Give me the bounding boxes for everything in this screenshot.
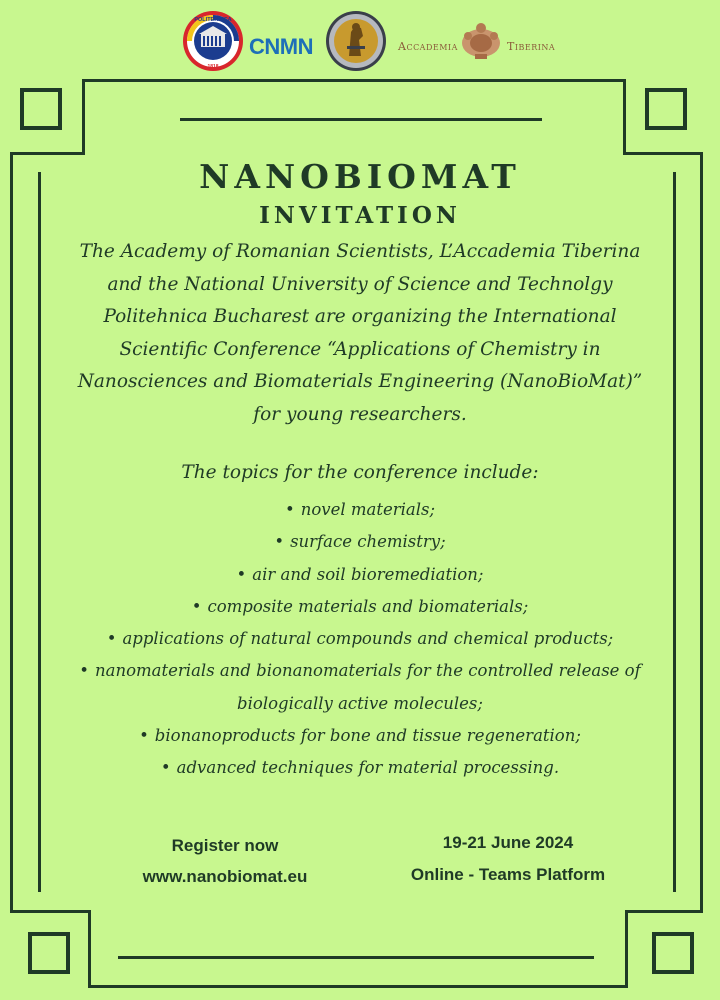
list-item (60, 720, 660, 752)
frame-left-foot (10, 910, 90, 913)
list-item (60, 655, 660, 720)
bullet-icon: • (106, 629, 117, 649)
frame-inner-top-rule (180, 118, 542, 121)
event-platform: Online - Teams Platform (410, 865, 606, 884)
topic-text: advanced techniques for material processing. (176, 758, 560, 778)
frame-top-line (82, 79, 626, 82)
accademia-tiberina-crest (460, 22, 502, 60)
cnmn-logo-text: CNMN (249, 34, 313, 59)
list-item (60, 526, 660, 558)
topic-text: nanomaterials and bionanomaterials for the controlled release of biologically active molecules; (95, 661, 641, 713)
politehnica-logo (182, 10, 244, 72)
website-link[interactable]: www.nanobiomat.eu (142, 867, 308, 886)
topics-heading: The topics for the conference include: (181, 462, 539, 483)
frame-left-shoulder (10, 152, 85, 155)
page-subtitle: INVITATION (259, 202, 461, 229)
invitation-paragraph: The Academy of Romanian Scientists, L’Accademia Tiberina and the National University of Science and Technolgy Politehnica Bucharest are organizing the International Scientific Conference “Applications of Chemistry in Nanosciences and Biomaterials Engineering (NanoBioMat)” for young researchers. (77, 241, 643, 425)
svg-text:1818: 1818 (207, 64, 219, 70)
event-dates: 19-21 June 2024 (442, 833, 574, 852)
frame-corner-square-top-left (20, 88, 62, 130)
frame-corner-square-bottom-right (652, 932, 694, 974)
frame-inner-right-rule (673, 172, 676, 892)
frame-top-left-riser (82, 79, 85, 154)
topic-text: composite materials and biomaterials; (207, 596, 529, 616)
topics-list (60, 494, 660, 785)
topic-text: air and soil bioremediation; (252, 564, 484, 584)
frame-top-right-riser (623, 79, 626, 154)
frame-bottom-right-drop (625, 910, 628, 988)
frame-right-foot (625, 910, 703, 913)
frame-left-side (10, 152, 13, 912)
frame-bottom-left-drop (88, 910, 91, 988)
bullet-icon: • (79, 661, 90, 681)
accademia-word-left: Accademia (398, 40, 458, 53)
frame-right-side (700, 152, 703, 912)
topic-text: bionanoproducts for bone and tissue regeneration; (154, 726, 581, 746)
list-item (60, 591, 660, 623)
bullet-icon: • (236, 564, 247, 584)
accademia-word-right: Tiberina (507, 40, 556, 53)
frame-corner-square-bottom-left (28, 932, 70, 974)
page-title: NANOBIOMAT (199, 157, 521, 196)
topic-text: applications of natural compounds and chemical products; (122, 629, 614, 649)
frame-bottom-line (88, 985, 628, 988)
academy-seal-logo (325, 10, 387, 72)
bullet-icon: • (139, 726, 149, 746)
list-item (60, 623, 660, 655)
frame-corner-square-top-right (645, 88, 687, 130)
topic-text: surface chemistry; (290, 532, 446, 552)
svg-text:POLITEHNICA: POLITEHNICA (194, 17, 232, 23)
event-details-block (388, 827, 628, 891)
frame-right-shoulder (623, 152, 703, 155)
topic-text: novel materials; (300, 500, 436, 519)
frame-inner-bottom-rule (118, 956, 594, 959)
list-item (60, 752, 660, 784)
bullet-icon: • (274, 532, 285, 552)
list-item (60, 559, 660, 591)
bullet-icon: • (284, 500, 295, 519)
logo-strip (0, 8, 720, 74)
register-label: Register now (171, 836, 279, 855)
bullet-icon: • (191, 596, 202, 616)
registration-block (120, 830, 330, 892)
bullet-icon: • (160, 758, 171, 778)
list-item (60, 494, 660, 526)
frame-inner-left-rule (38, 172, 41, 892)
